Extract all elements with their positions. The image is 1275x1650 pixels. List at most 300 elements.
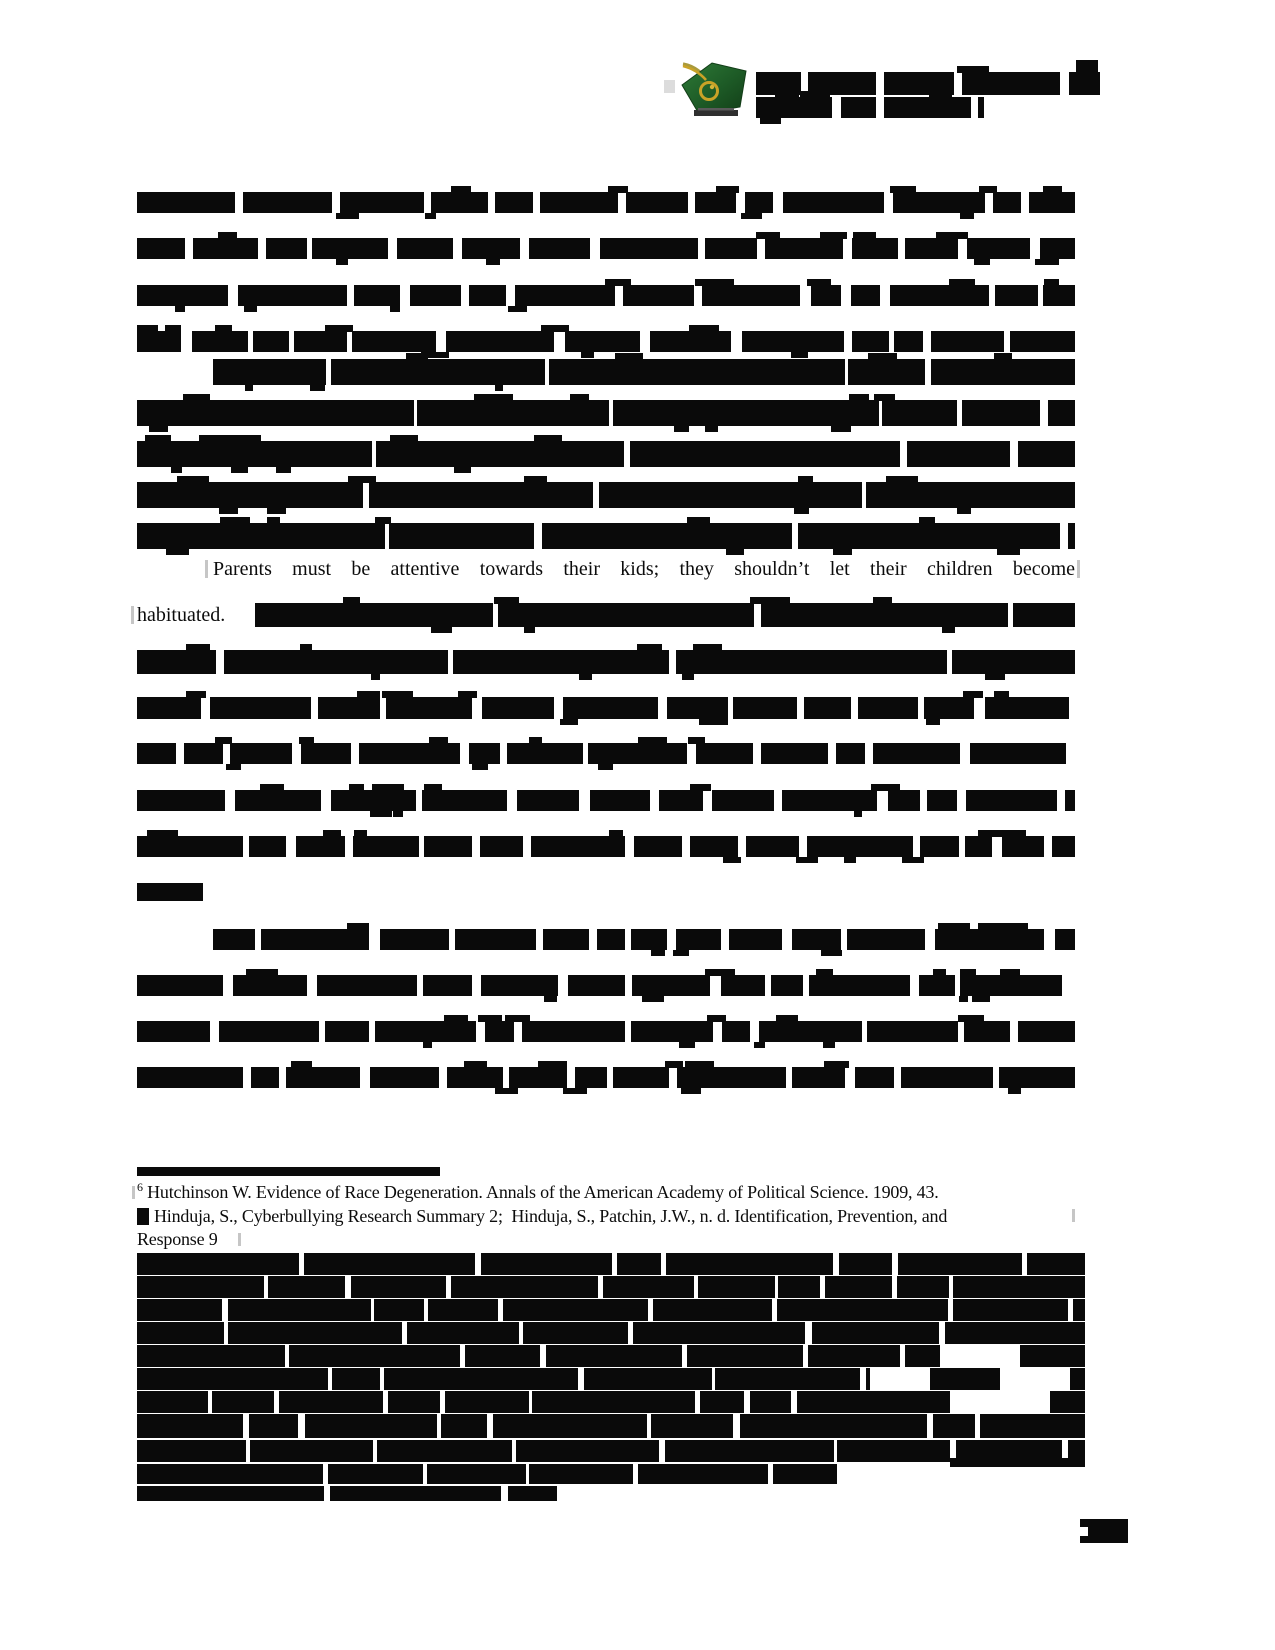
- redaction-bar: [979, 186, 997, 193]
- redaction-bar: [581, 352, 594, 358]
- redaction-bar: [481, 1253, 612, 1275]
- redaction-bar: [495, 1088, 519, 1094]
- redaction-bar: [902, 857, 924, 863]
- redaction-bar: [422, 790, 508, 811]
- redaction-bar: [659, 790, 704, 811]
- redaction-bar: [964, 1021, 1010, 1042]
- redaction-bar: [760, 118, 781, 124]
- redaction-bar: [1013, 603, 1075, 627]
- redaction-bar: [531, 836, 626, 857]
- text-artifact-tick: [238, 1233, 241, 1246]
- redaction-bar: [693, 644, 722, 651]
- redaction-bar: [958, 1015, 984, 1022]
- redaction-bar: [137, 400, 414, 426]
- redaction-bar: [1052, 836, 1075, 857]
- redaction-bar: [924, 697, 974, 719]
- redaction-bar: [759, 1021, 862, 1042]
- redaction-bar: [192, 331, 248, 352]
- redaction-bar: [542, 523, 791, 549]
- redaction-bar: [300, 644, 313, 651]
- redaction-bar: [524, 476, 547, 483]
- redaction-bar: [729, 929, 782, 950]
- redaction-bar: [137, 441, 372, 467]
- redaction-bar: [524, 627, 535, 633]
- redaction-bar: [638, 1464, 768, 1484]
- redaction-bar: [370, 1067, 439, 1088]
- redaction-bar: [563, 1088, 587, 1094]
- redaction-bar: [997, 549, 1020, 555]
- redaction-bar: [266, 238, 307, 259]
- redaction-bar: [325, 325, 353, 332]
- redaction-bar: [428, 1299, 499, 1321]
- redaction-bar: [831, 426, 851, 432]
- redaction-bar: [1035, 259, 1059, 265]
- redaction-bar: [992, 923, 1022, 930]
- redaction-bar: [485, 1021, 514, 1042]
- redaction-bar: [310, 385, 325, 391]
- redaction-bar: [716, 186, 739, 193]
- redaction-bar: [446, 331, 555, 352]
- redaction-bar: [1044, 279, 1059, 286]
- redaction-bar: [354, 830, 367, 837]
- redaction-bar: [933, 1414, 975, 1438]
- redaction-bar: [960, 975, 1061, 996]
- redaction-bar: [773, 1464, 837, 1484]
- redaction-bar: [565, 331, 640, 352]
- redaction-bar: [637, 644, 657, 651]
- redaction-bar: [137, 285, 228, 306]
- redaction-bar: [901, 1067, 993, 1088]
- redaction-bar: [1029, 192, 1075, 213]
- logo-calligraphy-dot: [710, 85, 714, 89]
- redaction-bar: [301, 743, 351, 764]
- redaction-bar: [215, 737, 233, 744]
- redaction-bar: [481, 975, 558, 996]
- redaction-bar: [560, 719, 578, 725]
- redaction-bar: [1073, 1299, 1085, 1321]
- redaction-bar: [424, 836, 472, 857]
- redaction-bar: [389, 523, 535, 549]
- redaction-bar: [458, 691, 477, 698]
- redaction-bar: [291, 1061, 312, 1068]
- redaction-bar: [219, 508, 239, 514]
- redaction-bar: [823, 1042, 835, 1048]
- redaction-bar: [347, 923, 369, 930]
- redaction-bar: [388, 1391, 440, 1413]
- redaction-bar: [1027, 1253, 1085, 1275]
- footnote-6: [137, 1181, 939, 1203]
- footnote-6-marker: 6: [137, 1180, 143, 1194]
- redaction-bar: [304, 1253, 476, 1275]
- redaction-bar: [888, 790, 921, 811]
- redaction-bar: [696, 743, 753, 764]
- redaction-bar: [410, 285, 460, 306]
- redaction-bar: [707, 1015, 726, 1022]
- redaction-bar: [532, 1391, 695, 1413]
- redaction-bar: [599, 482, 862, 508]
- redaction-bar: [665, 1061, 683, 1068]
- redaction-bar: [974, 259, 990, 265]
- redaction-bar: [985, 674, 1005, 680]
- redaction-bar: [145, 435, 171, 442]
- redaction-bar: [927, 790, 956, 811]
- redaction-bar: [406, 353, 428, 360]
- redaction-bar: [1043, 285, 1075, 306]
- redaction-bar: [505, 1015, 530, 1022]
- redaction-bar: [175, 306, 185, 312]
- redaction-bar: [386, 697, 472, 719]
- redaction-bar: [1008, 1088, 1021, 1094]
- redaction-bar: [469, 743, 500, 764]
- header-artifact: [664, 80, 675, 93]
- redaction-bar: [522, 1021, 625, 1042]
- redaction-bar: [579, 674, 592, 680]
- redaction-bar: [907, 441, 1010, 467]
- redaction-bar: [825, 1276, 892, 1298]
- redaction-bar: [631, 929, 667, 950]
- redaction-bar: [584, 1368, 712, 1390]
- redaction-bar: [824, 1061, 849, 1068]
- redaction-bar: [687, 1345, 803, 1367]
- redaction-bar: [811, 285, 841, 306]
- redaction-bar: [427, 1464, 525, 1484]
- redaction-bar: [920, 836, 959, 857]
- redaction-bar: [778, 1276, 819, 1298]
- redaction-bar: [884, 97, 971, 118]
- redaction-bar: [376, 441, 624, 467]
- redaction-bar: [960, 969, 976, 976]
- redaction-bar: [972, 996, 990, 1002]
- redaction-bar: [957, 66, 980, 73]
- redaction-bar: [137, 1486, 324, 1501]
- redaction-bar: [495, 192, 533, 213]
- redaction-bar: [336, 259, 348, 265]
- redaction-bar: [886, 476, 909, 483]
- redaction-bar: [213, 359, 326, 385]
- redaction-bar: [1010, 331, 1075, 352]
- redaction-bar: [848, 359, 925, 385]
- redaction-bar: [261, 929, 369, 950]
- redaction-bar: [882, 400, 957, 426]
- text-artifact-tick: [131, 606, 134, 624]
- redaction-bar: [245, 385, 253, 391]
- redaction-bar: [137, 1299, 222, 1321]
- redaction-bar: [965, 836, 992, 857]
- redaction-bar: [137, 325, 158, 332]
- footnote-7-line1: Hinduja, S., Cyberbullying Research Summary 2; Hinduja, S., Patchin, J.W., n. d. Identification, Prevention, and: [154, 1206, 948, 1226]
- redaction-bar: [372, 784, 404, 791]
- redaction-bar: [538, 1061, 567, 1068]
- redaction-bar: [1069, 72, 1100, 95]
- redaction-bar: [390, 435, 418, 442]
- redaction-bar: [330, 1486, 501, 1501]
- redaction-bar: [486, 259, 500, 265]
- redaction-bar: [354, 285, 400, 306]
- redaction-bar: [352, 331, 435, 352]
- redaction-bar: [804, 697, 851, 719]
- redaction-bar: [472, 764, 482, 770]
- redaction-bar: [508, 1486, 557, 1501]
- redaction-bar: [371, 674, 381, 680]
- redaction-bar: [453, 650, 669, 674]
- redaction-bar: [465, 1345, 541, 1367]
- redaction-bar: [137, 743, 176, 764]
- redaction-bar: [137, 650, 216, 674]
- redaction-bar: [137, 1067, 243, 1088]
- redaction-bar: [873, 743, 960, 764]
- redaction-bar: [957, 508, 972, 514]
- redaction-bar: [276, 467, 291, 473]
- logo-base: [694, 110, 738, 116]
- redaction-bar: [218, 232, 237, 239]
- redaction-bar: [926, 719, 940, 725]
- redaction-bar: [529, 737, 542, 744]
- redaction-bar: [834, 232, 847, 239]
- redaction-bar: [529, 1464, 633, 1484]
- redaction-bar: [423, 975, 472, 996]
- redaction-bar: [666, 1253, 833, 1275]
- redaction-bar: [380, 929, 449, 950]
- redaction-bar: [384, 1368, 579, 1390]
- redaction-bar: [978, 97, 984, 118]
- redaction-bar: [613, 400, 879, 426]
- redaction-bar: [995, 285, 1038, 306]
- redaction-bar: [722, 1021, 750, 1042]
- redaction-bar: [962, 400, 1040, 426]
- redaction-bar: [841, 97, 876, 118]
- redaction-bar: [570, 394, 589, 401]
- logo-base-highlight: [698, 108, 734, 111]
- redaction-bar: [325, 1021, 369, 1042]
- redaction-bar: [613, 1067, 669, 1088]
- redaction-bar: [186, 691, 206, 698]
- redaction-bar: [369, 482, 593, 508]
- redaction-bar: [792, 929, 841, 950]
- redaction-bar: [950, 1458, 1085, 1467]
- redaction-bar: [464, 1061, 487, 1068]
- redaction-bar: [746, 836, 799, 857]
- redaction-bar: [791, 352, 808, 358]
- redaction-bar: [441, 1414, 487, 1438]
- redaction-bar: [137, 1368, 328, 1390]
- redaction-bar: [190, 644, 206, 651]
- redaction-bar: [462, 238, 520, 259]
- redaction-bar: [919, 975, 956, 996]
- redaction-bar: [873, 597, 892, 604]
- redaction-bar: [962, 72, 1060, 95]
- redaction-bar: [617, 353, 644, 360]
- redaction-bar: [597, 929, 625, 950]
- redaction-bar: [866, 482, 1075, 508]
- redaction-bar: [332, 1368, 380, 1390]
- redaction-bar: [498, 603, 755, 627]
- redaction-bar: [800, 91, 831, 98]
- redaction-bar: [294, 331, 347, 352]
- redaction-bar: [980, 1414, 1085, 1438]
- text-artifact-tick: [205, 560, 208, 578]
- redaction-bar: [193, 238, 258, 259]
- redaction-bar: [568, 975, 625, 996]
- redaction-bar: [444, 1015, 468, 1022]
- redaction-bar: [933, 969, 947, 976]
- redaction-bar: [852, 331, 888, 352]
- redaction-bar: [698, 1276, 775, 1298]
- redaction-bar: [165, 325, 181, 332]
- redaction-bar: [807, 279, 831, 286]
- redaction-bar: [246, 969, 277, 976]
- redaction-bar: [486, 394, 513, 401]
- redaction-bar: [634, 836, 683, 857]
- redaction-bar: [794, 508, 809, 514]
- text-artifact-tick: [132, 1186, 135, 1199]
- redaction-bar: [783, 192, 884, 213]
- redaction-bar: [667, 697, 728, 719]
- redaction-bar: [213, 929, 255, 950]
- redaction-bar: [870, 353, 885, 360]
- redaction-bar: [970, 743, 1066, 764]
- redaction-bar: [761, 743, 828, 764]
- redaction-bar: [685, 1061, 713, 1068]
- redaction-bar: [852, 238, 898, 259]
- redaction-bar: [867, 1021, 957, 1042]
- redaction-bar: [183, 394, 210, 401]
- redaction-bar: [754, 1042, 765, 1048]
- redaction-bar: [959, 996, 968, 1002]
- redaction-bar: [712, 790, 774, 811]
- redaction-bar: [244, 306, 257, 312]
- redaction-bar: [137, 1440, 246, 1462]
- redaction-bar: [999, 1067, 1075, 1088]
- redaction-bar: [255, 603, 493, 627]
- redaction-bar: [695, 192, 736, 213]
- redaction-bar: [807, 836, 913, 857]
- redaction-bar: [953, 1299, 1067, 1321]
- redaction-bar: [960, 213, 974, 219]
- redaction-bar: [397, 238, 453, 259]
- redaction-bar: [836, 743, 865, 764]
- redaction-bar: [137, 836, 243, 857]
- redaction-bar: [651, 950, 665, 956]
- redaction-bar: [617, 1253, 661, 1275]
- redaction-bar: [756, 232, 779, 239]
- redaction-bar: [653, 1299, 772, 1321]
- redaction-bar: [890, 186, 916, 193]
- redaction-bar: [267, 517, 280, 524]
- redaction-bar: [137, 331, 181, 352]
- redaction-bar: [626, 192, 687, 213]
- redaction-gap: [950, 1391, 1050, 1413]
- redaction-bar: [137, 1253, 299, 1275]
- redaction-bar: [516, 1440, 658, 1462]
- redaction-bar: [482, 697, 554, 719]
- redaction-bar: [854, 811, 863, 817]
- redaction-bar: [1043, 186, 1062, 193]
- redaction-bar: [809, 975, 910, 996]
- redaction-bar: [503, 1299, 648, 1321]
- redaction-bar: [137, 1322, 224, 1344]
- institution-logo-icon: [676, 60, 752, 120]
- redaction-bar: [897, 1276, 949, 1298]
- redaction-bar: [598, 764, 613, 770]
- redaction-bar: [600, 238, 698, 259]
- redaction-bar: [690, 784, 711, 791]
- redaction-bar: [994, 353, 1011, 360]
- redaction-bar: [243, 192, 332, 213]
- redaction-bar: [260, 784, 284, 791]
- redaction-bar: [228, 1299, 370, 1321]
- redaction-bar: [633, 1322, 805, 1344]
- redaction-bar: [534, 435, 561, 442]
- redaction-bar: [215, 325, 232, 332]
- redaction-bar: [382, 691, 412, 698]
- redaction-bar: [741, 213, 762, 219]
- redaction-bar: [953, 1276, 1085, 1298]
- redaction-bar: [417, 400, 609, 426]
- redaction-bar: [451, 186, 471, 193]
- redaction-bar: [771, 975, 803, 996]
- redaction-bar: [1018, 1021, 1075, 1042]
- redaction-bar: [212, 1391, 274, 1413]
- redaction-bar: [305, 1414, 438, 1438]
- redaction-bar: [357, 691, 380, 698]
- redaction-bar: [171, 467, 182, 473]
- text-artifact-tick: [1077, 560, 1080, 578]
- redaction-bar: [431, 192, 488, 213]
- redaction-bar: [688, 737, 705, 744]
- redaction-bar: [665, 1440, 833, 1462]
- redaction-bar: [480, 836, 523, 857]
- redaction-bar: [540, 192, 618, 213]
- redaction-bar: [742, 331, 844, 352]
- redaction-bar: [312, 238, 388, 259]
- redaction-bar: [351, 1276, 446, 1298]
- redaction-bar: [390, 306, 400, 312]
- redaction-gap: [940, 1345, 1020, 1367]
- redaction-bar: [590, 790, 650, 811]
- redaction-bar: [894, 331, 923, 352]
- redaction-bar: [331, 790, 416, 811]
- redaction-bar: [228, 1322, 402, 1344]
- redaction-bar: [704, 719, 727, 725]
- redaction-bar: [493, 1414, 647, 1438]
- redaction-bar: [893, 192, 985, 213]
- redaction-bar: [323, 830, 341, 837]
- redaction-bar: [233, 975, 307, 996]
- redaction-bar: [166, 549, 189, 555]
- redaction-bar: [674, 426, 689, 432]
- redaction-bar: [945, 1322, 1085, 1344]
- redaction-bar: [543, 929, 589, 950]
- redaction-bar: [423, 1042, 432, 1048]
- redaction-bar: [137, 883, 203, 901]
- redaction-bar: [905, 238, 957, 259]
- redaction-bar: [967, 238, 1030, 259]
- redaction-bar: [847, 929, 925, 950]
- redaction-bar: [137, 238, 185, 259]
- redaction-bar: [515, 285, 615, 306]
- redaction-bar: [407, 1322, 519, 1344]
- redaction-bar: [147, 830, 178, 837]
- redaction-bar: [495, 385, 503, 391]
- redaction-bar: [756, 97, 832, 118]
- redaction-bar: [425, 213, 436, 219]
- redaction-bar: [286, 1067, 360, 1088]
- redaction-bar: [563, 697, 658, 719]
- redaction-bar: [588, 743, 686, 764]
- redaction-bar: [695, 279, 719, 286]
- redaction-bar: [523, 1322, 628, 1344]
- redaction-bar: [268, 1276, 345, 1298]
